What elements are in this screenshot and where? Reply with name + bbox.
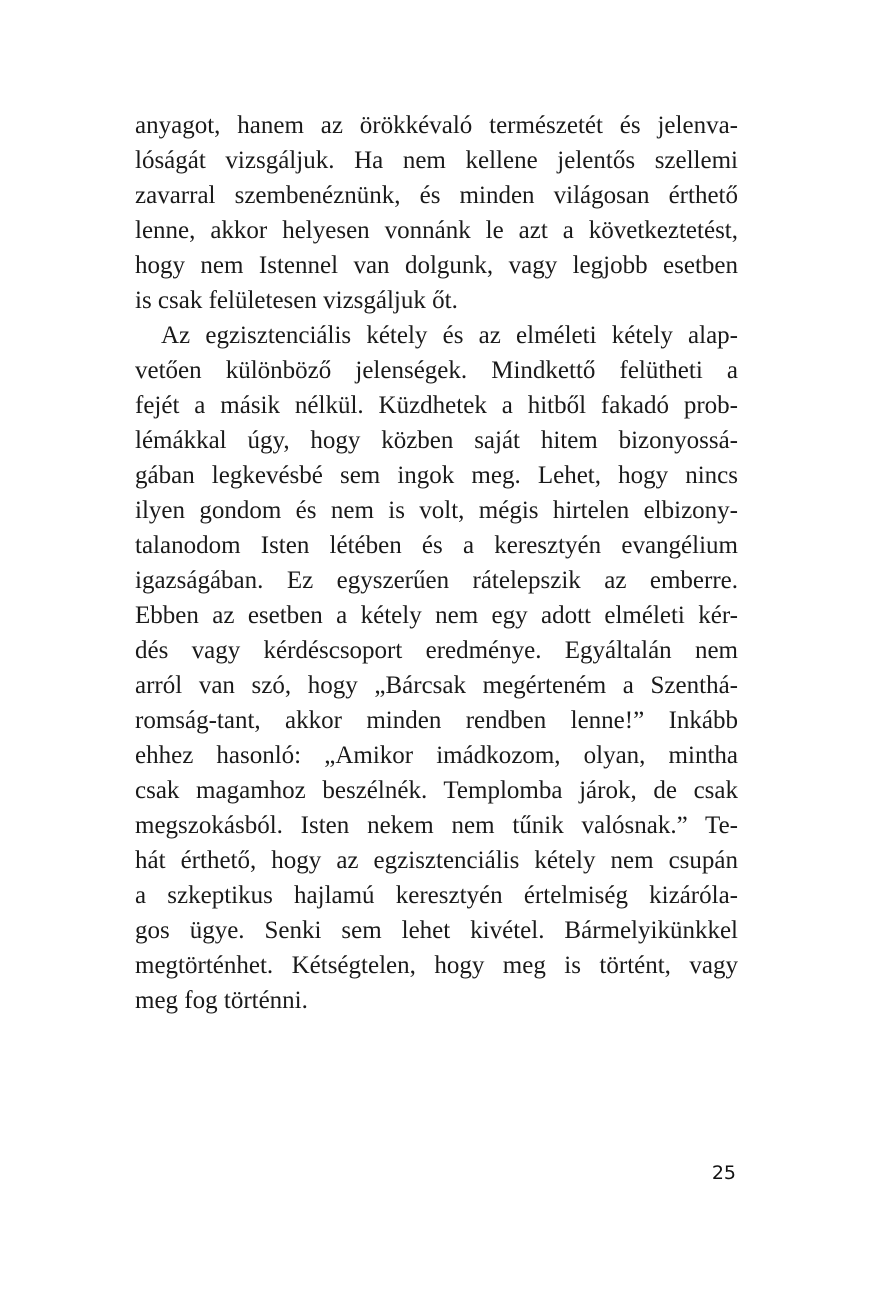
page-number: 25: [711, 1162, 736, 1184]
text-line: ehhez hasonló: „Amikor imádkozom, olyan, mintha: [135, 742, 738, 769]
text-line: zavarral szembenéznünk, és minden világosan érthető: [135, 182, 738, 209]
text-line: hát érthető, hogy az egzisztenciális kétely nem csupán: [135, 847, 738, 874]
paragraph-2: [135, 318, 738, 1018]
text-line: a szkeptikus hajlamú keresztyén értelmiség kizáróla-: [135, 882, 738, 909]
text-line: gában legkevésbé sem ingok meg. Lehet, hogy nincs: [135, 462, 738, 489]
text-line: hogy nem Istennel van dolgunk, vagy legjobb esetben: [135, 252, 738, 279]
text-line: is csak felületesen vizsgáljuk őt.: [135, 287, 458, 314]
text-line: lémákkal úgy, hogy közben saját hitem bizonyossá-: [135, 427, 738, 454]
text-line: fejét a másik nélkül. Küzdhetek a hitből fakadó prob-: [135, 392, 738, 419]
text-line: dés vagy kérdéscsoport eredménye. Egyáltalán nem: [135, 637, 738, 664]
text-line: megszokásból. Isten nekem nem tűnik valósnak.” Te-: [135, 812, 738, 839]
text-line: igazságában. Ez egyszerűen rátelepszik az emberre.: [135, 567, 738, 594]
text-line: anyagot, hanem az örökkévaló természetét és jelenva-: [135, 112, 738, 139]
text-line: Az egzisztenciális kétely és az elméleti kétely alap-: [161, 322, 738, 349]
text-line: lenne, akkor helyesen vonnánk le azt a következtetést,: [135, 217, 738, 244]
text-line: gos ügye. Senki sem lehet kivétel. Bármelyikünkkel: [135, 917, 738, 944]
text-line: meg fog történni.: [135, 987, 308, 1014]
text-line: vetően különböző jelenségek. Mindkettő felütheti a: [135, 357, 738, 384]
text-line: arról van szó, hogy „Bárcsak megérteném a Szenthá-: [135, 672, 738, 699]
text-line: csak magamhoz beszélnék. Templomba járok, de csak: [135, 777, 738, 804]
text-line: ilyen gondom és nem is volt, mégis hirtelen elbizony-: [135, 497, 738, 524]
text-line: megtörténhet. Kétségtelen, hogy meg is történt, vagy: [135, 952, 738, 979]
text-line: romság-tant, akkor minden rendben lenne!” Inkább: [135, 707, 738, 734]
text-line: talanodom Isten létében és a keresztyén evangélium: [135, 532, 738, 559]
paragraph-1: [135, 108, 738, 318]
body-text: [135, 108, 738, 1018]
text-line: Ebben az esetben a kétely nem egy adott elméleti kér-: [135, 602, 738, 629]
text-line: lóságát vizsgáljuk. Ha nem kellene jelentős szellemi: [135, 147, 738, 174]
